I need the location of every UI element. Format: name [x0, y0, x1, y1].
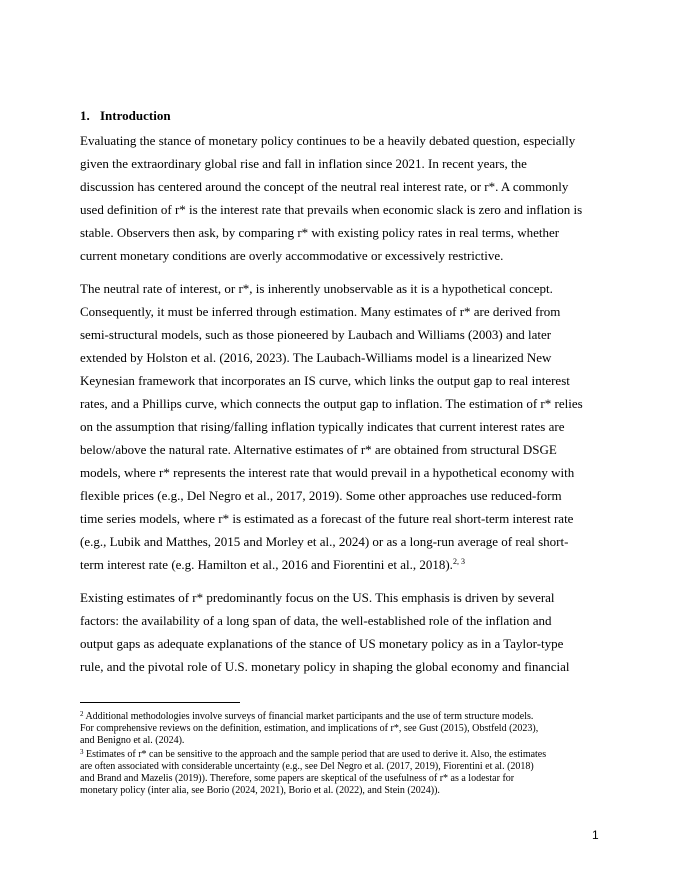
footnote-reference: 2, 3 [452, 557, 465, 566]
footnote-line [80, 749, 605, 761]
footnote-separator [80, 702, 240, 703]
footnote-line: are often associated with considerable uncertainty (e.g., see Del Negro et al. (2017, 2019), Fiorentini et al. (2018) [80, 761, 534, 772]
paragraph-1 [80, 129, 600, 267]
paragraph-line: The neutral rate of interest, or r*, is inherently unobservable as it is a hypothetical concept. [80, 281, 553, 296]
paragraph-line: flexible prices (e.g., Del Negro et al., 2017, 2019). Some other approaches use reduced-form [80, 488, 562, 503]
section-title: Introduction [100, 108, 171, 123]
paragraph-2 [80, 277, 600, 576]
footnote-line: For comprehensive reviews on the definition, estimation, and implications of r*, see Gust (2015), Obstfeld (2023), [80, 723, 539, 734]
paragraph-line: on the assumption that rising/falling inflation typically indicates that current interest rates are [80, 419, 565, 434]
paragraph-line: discussion has centered around the concept of the neutral real interest rate, or r*. A commonly [80, 179, 569, 194]
footnote-line [80, 711, 605, 723]
footnote-line: and Brand and Mazelis (2019)). Therefore, some papers are skeptical of the usefulness of r* as a lodestar for [80, 773, 515, 784]
paragraph-line [80, 553, 600, 576]
footnote-3 [80, 749, 605, 797]
paragraph-line: factors: the availability of a long span of data, the well-established role of the inflation and [80, 613, 552, 628]
page-number: 1 [592, 828, 599, 842]
footnote-2 [80, 711, 605, 747]
section-heading [80, 108, 171, 124]
paragraph-line: rule, and the pivotal role of U.S. monetary policy in shaping the global economy and financial [80, 659, 570, 674]
paragraph-line: stable. Observers then ask, by comparing r* with existing policy rates in real terms, whether [80, 225, 560, 240]
paragraph-line: Existing estimates of r* predominantly focus on the US. This emphasis is driven by several [80, 590, 555, 605]
paragraph-line: models, where r* represents the interest rate that would prevail in a hypothetical economy with [80, 465, 575, 480]
footnote-line: and Benigno et al. (2024). [80, 735, 185, 746]
section-number: 1. [80, 108, 90, 123]
paragraph-line: time series models, where r* is estimated as a forecast of the future real short-term interest rate [80, 511, 574, 526]
paragraph-3 [80, 586, 600, 678]
paragraph-line: used definition of r* is the interest rate that prevails when economic slack is zero and inflation is [80, 202, 583, 217]
footnote-mark: 2 [80, 710, 84, 718]
paragraph-line: Evaluating the stance of monetary policy continues to be a heavily debated question, especially [80, 133, 576, 148]
paragraph-line: extended by Holston et al. (2016, 2023). The Laubach-Williams model is a linearized New [80, 350, 552, 365]
paragraph-line: semi-structural models, such as those pioneered by Laubach and Williams (2003) and later [80, 327, 552, 342]
paragraph-line: Consequently, it must be inferred through estimation. Many estimates of r* are derived from [80, 304, 561, 319]
paragraph-line: (e.g., Lubik and Matthes, 2015 and Morley et al., 2024) or as a long-run average of real short- [80, 534, 569, 549]
paragraph-line: current monetary conditions are overly accommodative or excessively restrictive. [80, 248, 504, 263]
paragraph-line: Keynesian framework that incorporates an IS curve, which links the output gap to real interest [80, 373, 570, 388]
paragraph-line: given the extraordinary global rise and fall in inflation since 2021. In recent years, the [80, 156, 527, 171]
paragraph-line: rates, and a Phillips curve, which connects the output gap to inflation. The estimation of r* relies [80, 396, 583, 411]
paragraph-line-text: term interest rate (e.g. Hamilton et al., 2016 and Fiorentini et al., 2018). [80, 557, 453, 572]
footnote-text: Additional methodologies involve surveys of financial market participants and the use of term structure models. [83, 711, 534, 722]
footnote-mark: 3 [80, 748, 84, 756]
footnote-text: Estimates of r* can be sensitive to the approach and the sample period that are used to derive it. Also, the estimates [83, 749, 547, 760]
paragraph-line: below/above the natural rate. Alternative estimates of r* are obtained from structural DSGE [80, 442, 557, 457]
footnote-line: monetary policy (inter alia, see Borio (2024, 2021), Borio et al. (2022), and Stein (2024)). [80, 785, 440, 796]
paragraph-line: output gaps as adequate explanations of the stance of US monetary policy as in a Taylor-type [80, 636, 564, 651]
